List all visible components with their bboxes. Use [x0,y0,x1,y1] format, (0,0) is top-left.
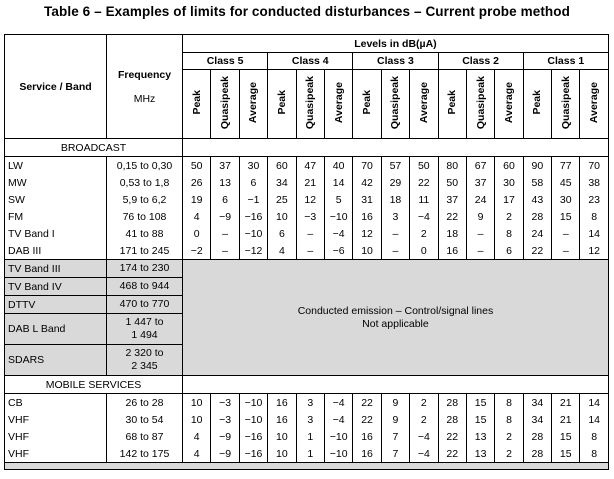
value-cell: 2 [410,394,438,412]
service-cell: TV Band I [5,225,107,242]
value-cell: 22 [438,445,466,463]
value-cell: −4 [324,225,352,242]
value-cell: −16 [239,428,267,445]
value-cell: 0 [183,225,211,242]
value-cell: 70 [353,157,381,175]
value-cell: −4 [410,445,438,463]
value-cell: 3 [296,394,324,412]
value-cell: 2 [495,428,523,445]
value-cell: 37 [438,191,466,208]
value-cell: 4 [268,242,296,260]
frequency-header: Frequency MHz [107,35,183,139]
value-cell: 3 [296,411,324,428]
value-cell: 2 [495,208,523,225]
value-cell: 8 [495,411,523,428]
service-band-header: Service / Band [5,35,107,139]
value-cell: 77 [552,157,580,175]
value-cell: 34 [268,174,296,191]
detector-header: Average [239,70,267,139]
value-cell: 34 [523,411,551,428]
value-cell: 22 [353,394,381,412]
value-cell: – [552,225,580,242]
service-cell: SDARS [5,345,107,376]
value-cell: 21 [552,394,580,412]
value-cell: 28 [438,411,466,428]
value-cell: 14 [580,225,608,242]
value-cell: 9 [381,394,409,412]
value-cell: 43 [523,191,551,208]
detector-header: Average [580,70,608,139]
value-cell: 40 [324,157,352,175]
detector-header: Average [324,70,352,139]
value-cell: 26 [183,174,211,191]
frequency-cell: 1 447 to 1 494 [107,314,183,345]
class-header: Class 2 [438,53,523,70]
value-cell: 12 [353,225,381,242]
value-cell: 37 [211,157,239,175]
service-cell: SW [5,191,107,208]
value-cell: 37 [466,174,494,191]
table-row [5,191,609,208]
table-row [5,428,609,445]
value-cell: 50 [183,157,211,175]
value-cell: 15 [552,428,580,445]
value-cell: 34 [523,394,551,412]
value-cell: 30 [495,174,523,191]
frequency-cell: 470 to 770 [107,296,183,314]
value-cell: 30 [239,157,267,175]
value-cell: 28 [523,208,551,225]
value-cell: – [381,225,409,242]
value-cell: 15 [552,208,580,225]
value-cell: 31 [353,191,381,208]
value-cell: – [296,242,324,260]
value-cell: −1 [239,191,267,208]
value-cell: −10 [239,411,267,428]
value-cell: 50 [410,157,438,175]
value-cell: −10 [324,428,352,445]
value-cell: 4 [183,428,211,445]
value-cell: 22 [523,242,551,260]
value-cell: 7 [381,445,409,463]
section-row [5,376,609,394]
class-header: Class 5 [183,53,268,70]
value-cell: −4 [410,428,438,445]
value-cell: 13 [466,428,494,445]
value-cell: 22 [410,174,438,191]
value-cell: −2 [183,242,211,260]
table-row [5,225,609,242]
value-cell: 0 [410,242,438,260]
value-cell: 19 [183,191,211,208]
table-bottom-row [5,463,609,470]
value-cell: 4 [183,208,211,225]
value-cell: 13 [466,445,494,463]
value-cell: 50 [438,174,466,191]
value-cell: 5 [324,191,352,208]
value-cell: 10 [268,428,296,445]
value-cell: 6 [239,174,267,191]
value-cell: – [466,242,494,260]
detector-header: Peak [523,70,551,139]
value-cell: 28 [523,445,551,463]
value-cell: −4 [410,208,438,225]
detector-header: Quasipeak [552,70,580,139]
value-cell: 8 [580,428,608,445]
value-cell: 2 [410,411,438,428]
value-cell: – [466,225,494,242]
detector-header: Quasipeak [211,70,239,139]
frequency-cell: 142 to 175 [107,445,183,463]
value-cell: 2 [410,225,438,242]
value-cell: −10 [324,208,352,225]
value-cell: −16 [239,445,267,463]
frequency-cell: 2 320 to 2 345 [107,345,183,376]
section-label: MOBILE SERVICES [5,376,183,394]
detector-header: Peak [183,70,211,139]
value-cell: 23 [580,191,608,208]
value-cell: 6 [495,242,523,260]
value-cell: 14 [324,174,352,191]
value-cell: 15 [466,394,494,412]
value-cell: 10 [353,242,381,260]
value-cell: −16 [239,208,267,225]
value-cell: 22 [438,208,466,225]
value-cell: 29 [381,174,409,191]
value-cell: 16 [438,242,466,260]
value-cell: 22 [438,428,466,445]
frequency-cell: 68 to 87 [107,428,183,445]
table-row [5,411,609,428]
value-cell: – [552,242,580,260]
value-cell: 12 [580,242,608,260]
value-cell: −9 [211,428,239,445]
limits-table [4,34,609,470]
value-cell: 8 [495,225,523,242]
value-cell: 6 [211,191,239,208]
value-cell: −4 [324,411,352,428]
value-cell: 67 [466,157,494,175]
value-cell: 10 [183,411,211,428]
frequency-cell: 0,15 to 0,30 [107,157,183,175]
value-cell: 28 [523,428,551,445]
table-row [5,445,609,463]
frequency-cell: 30 to 54 [107,411,183,428]
service-cell: VHF [5,445,107,463]
value-cell: 10 [268,208,296,225]
service-cell: MW [5,174,107,191]
table-row [5,157,609,175]
detector-header: Quasipeak [381,70,409,139]
table-row [5,174,609,191]
frequency-cell: 174 to 230 [107,260,183,278]
detector-header: Quasipeak [466,70,494,139]
table-row [5,394,609,412]
value-cell: −3 [211,411,239,428]
value-cell: 25 [268,191,296,208]
value-cell: 16 [268,411,296,428]
value-cell: 38 [580,174,608,191]
service-cell: CB [5,394,107,412]
frequency-cell: 5,9 to 6,2 [107,191,183,208]
value-cell: 16 [268,394,296,412]
value-cell: 21 [552,411,580,428]
value-cell: 16 [353,428,381,445]
value-cell: 9 [466,208,494,225]
value-cell: 16 [353,445,381,463]
frequency-cell: 76 to 108 [107,208,183,225]
value-cell: 8 [580,208,608,225]
frequency-cell: 468 to 944 [107,278,183,296]
value-cell: 70 [580,157,608,175]
frequency-cell: 0,53 to 1,8 [107,174,183,191]
class-header: Class 1 [523,53,608,70]
value-cell: 7 [381,428,409,445]
value-cell: 15 [552,445,580,463]
not-applicable-note: Conducted emission – Control/signal lines Not applicable [183,260,609,376]
service-cell: TV Band III [5,260,107,278]
value-cell: 13 [211,174,239,191]
levels-header: Levels in dB(µA) [183,35,609,53]
class-header: Class 4 [268,53,353,70]
value-cell: −3 [296,208,324,225]
value-cell: 17 [495,191,523,208]
value-cell: 80 [438,157,466,175]
service-cell: DTTV [5,296,107,314]
value-cell: −10 [239,394,267,412]
detector-header: Peak [353,70,381,139]
value-cell: 45 [552,174,580,191]
value-cell: – [296,225,324,242]
value-cell: −4 [324,394,352,412]
detector-header: Peak [268,70,296,139]
value-cell: 60 [268,157,296,175]
table-row [5,208,609,225]
service-cell: TV Band IV [5,278,107,296]
table-row [5,260,609,278]
value-cell: 21 [296,174,324,191]
value-cell: 3 [381,208,409,225]
class-header: Class 3 [353,53,438,70]
value-cell: 14 [580,411,608,428]
value-cell: 1 [296,445,324,463]
value-cell: 9 [381,411,409,428]
value-cell: – [211,242,239,260]
value-cell: 24 [523,225,551,242]
value-cell: 10 [183,394,211,412]
frequency-cell: 26 to 28 [107,394,183,412]
value-cell: – [211,225,239,242]
value-cell: 8 [580,445,608,463]
table-title: Table 6 – Examples of limits for conducted disturbances – Current probe method [44,4,570,19]
service-cell: DAB L Band [5,314,107,345]
detector-header: Quasipeak [296,70,324,139]
value-cell: 15 [466,411,494,428]
value-cell: 2 [495,445,523,463]
value-cell: 90 [523,157,551,175]
value-cell: 42 [353,174,381,191]
value-cell: 22 [353,411,381,428]
value-cell: −9 [211,445,239,463]
detector-header: Peak [438,70,466,139]
service-cell: VHF [5,428,107,445]
value-cell: 60 [495,157,523,175]
table-row [5,242,609,260]
value-cell: 12 [296,191,324,208]
value-cell: 28 [438,394,466,412]
value-cell: 16 [353,208,381,225]
value-cell: 11 [410,191,438,208]
value-cell: 57 [381,157,409,175]
value-cell: 18 [381,191,409,208]
value-cell: 47 [296,157,324,175]
value-cell: −10 [324,445,352,463]
value-cell: 4 [183,445,211,463]
service-cell: FM [5,208,107,225]
value-cell: 1 [296,428,324,445]
section-row [5,139,609,157]
value-cell: −10 [239,225,267,242]
frequency-cell: 171 to 245 [107,242,183,260]
value-cell: −9 [211,208,239,225]
service-cell: VHF [5,411,107,428]
value-cell: 18 [438,225,466,242]
service-cell: DAB III [5,242,107,260]
section-label: BROADCAST [5,139,183,157]
detector-header: Average [410,70,438,139]
value-cell: −3 [211,394,239,412]
detector-header: Average [495,70,523,139]
value-cell: – [381,242,409,260]
value-cell: 14 [580,394,608,412]
value-cell: 58 [523,174,551,191]
value-cell: 24 [466,191,494,208]
value-cell: −12 [239,242,267,260]
frequency-cell: 41 to 88 [107,225,183,242]
value-cell: 30 [552,191,580,208]
value-cell: 10 [268,445,296,463]
value-cell: 6 [268,225,296,242]
value-cell: −6 [324,242,352,260]
value-cell: 8 [495,394,523,412]
service-cell: LW [5,157,107,175]
